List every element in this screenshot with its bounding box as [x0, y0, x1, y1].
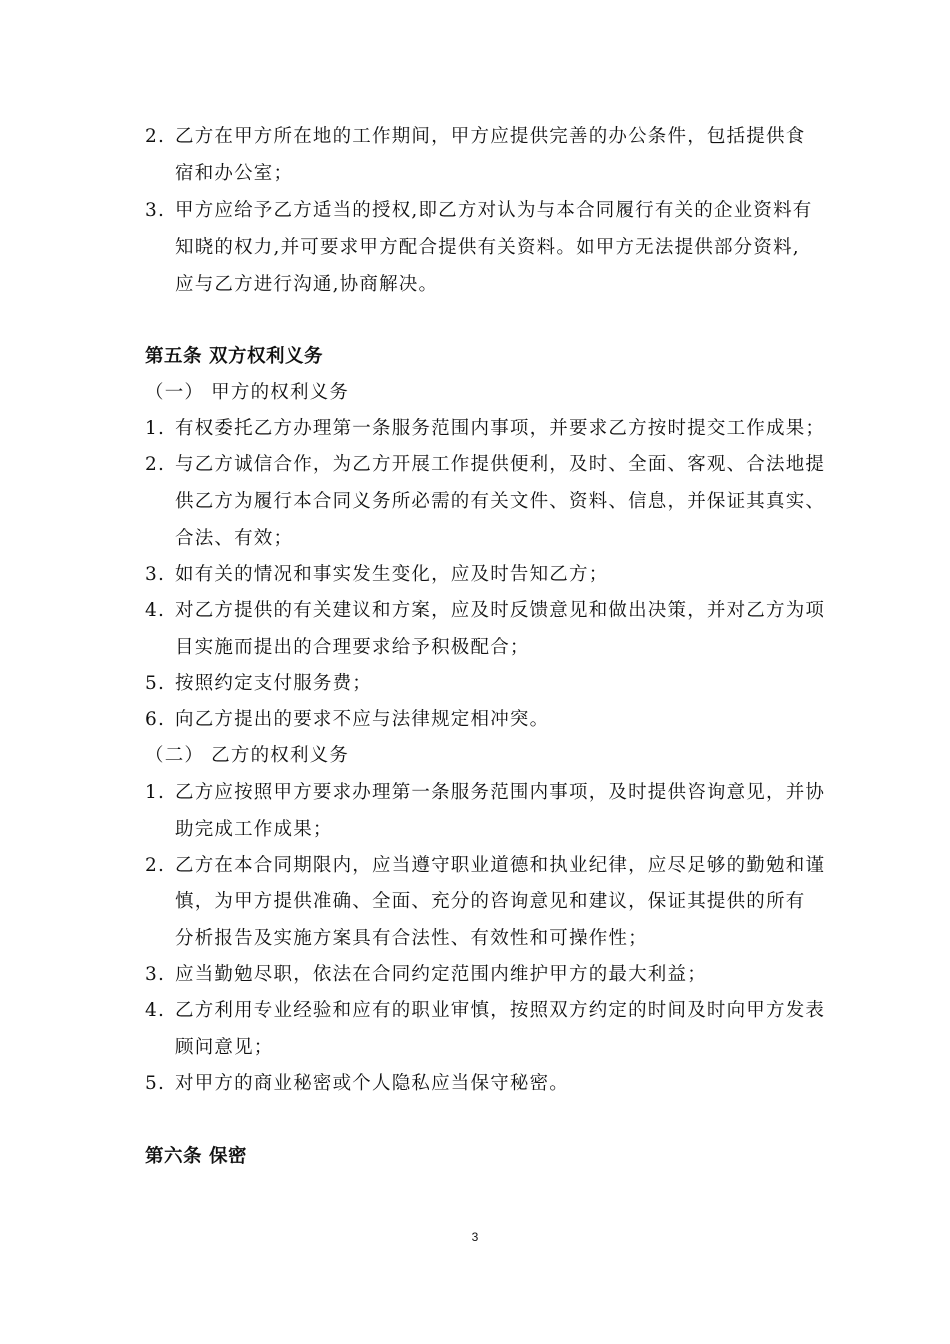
- page-number: 3: [471, 1230, 479, 1244]
- list-item-number: 5.: [145, 1073, 166, 1094]
- list-item-number: 2.: [145, 454, 166, 475]
- list-item-text: 与乙方诚信合作，为乙方开展工作提供便利，及时、全面、客观、合法地提: [175, 454, 826, 475]
- list-item-number: 4.: [145, 600, 166, 621]
- list-item-number: 3.: [145, 200, 166, 221]
- list-item-text: 向乙方提出的要求不应与法律规定相冲突。: [175, 709, 550, 730]
- subsection-heading: （一） 甲方的权利义务: [145, 382, 350, 403]
- list-item-text: 有权委托乙方办理第一条服务范围内事项，并要求乙方按时提交工作成果；: [175, 418, 826, 439]
- list-item-number: 2.: [145, 855, 166, 876]
- list-item-number: 4.: [145, 1000, 166, 1021]
- list-item-text: 乙方在甲方所在地的工作期间，甲方应提供完善的办公条件，包括提供食: [175, 126, 806, 147]
- list-item-text: 对乙方提供的有关建议和方案，应及时反馈意见和做出决策，并对乙方为项: [175, 600, 826, 621]
- list-item-text: 目实施而提出的合理要求给予积极配合；: [175, 637, 530, 658]
- list-item-number: 2.: [145, 126, 166, 147]
- section-heading: 第六条 保密: [145, 1146, 247, 1167]
- list-item-text: 合法、有效；: [175, 528, 294, 549]
- list-item-text: 乙方在本合同期限内，应当遵守职业道德和执业纪律，应尽足够的勤勉和谨: [175, 855, 826, 876]
- list-item-number: 6.: [145, 709, 166, 730]
- list-item-text: 对甲方的商业秘密或个人隐私应当保守秘密。: [175, 1073, 570, 1094]
- list-item-text: 分析报告及实施方案具有合法性、有效性和可操作性；: [175, 928, 648, 949]
- list-item-text: 知晓的权力,并可要求甲方配合提供有关资料。如甲方无法提供部分资料,: [175, 237, 800, 258]
- list-item-number: 5.: [145, 673, 166, 694]
- section-heading: 第五条 双方权利义务: [145, 346, 323, 367]
- subsection-heading: （二） 乙方的权利义务: [145, 745, 350, 766]
- list-item-text: 顾问意见；: [175, 1037, 274, 1058]
- list-item-number: 3.: [145, 964, 166, 985]
- list-item-text: 乙方利用专业经验和应有的职业审慎，按照双方约定的时间及时向甲方发表: [175, 1000, 826, 1021]
- list-item-text: 供乙方为履行本合同义务所必需的有关文件、资料、信息，并保证其真实、: [175, 491, 826, 512]
- list-item-number: 1.: [145, 782, 166, 803]
- list-item-text: 慎，为甲方提供准确、全面、充分的咨询意见和建议，保证其提供的所有: [175, 891, 806, 912]
- list-item-text: 甲方应给予乙方适当的授权,即乙方对认为与本合同履行有关的企业资料有: [175, 200, 813, 221]
- list-item-text: 助完成工作成果；: [175, 819, 333, 840]
- list-item-text: 如有关的情况和事实发生变化，应及时告知乙方；: [175, 564, 609, 585]
- list-item-text: 乙方应按照甲方要求办理第一条服务范围内事项，及时提供咨询意见，并协: [175, 782, 826, 803]
- list-item-number: 1.: [145, 418, 166, 439]
- list-item-number: 3.: [145, 564, 166, 585]
- list-item-text: 应当勤勉尽职，依法在合同约定范围内维护甲方的最大利益；: [175, 964, 707, 985]
- list-item-text: 应与乙方进行沟通,协商解决。: [175, 274, 439, 295]
- list-item-text: 按照约定支付服务费；: [175, 673, 373, 694]
- list-item-text: 宿和办公室；: [175, 163, 294, 184]
